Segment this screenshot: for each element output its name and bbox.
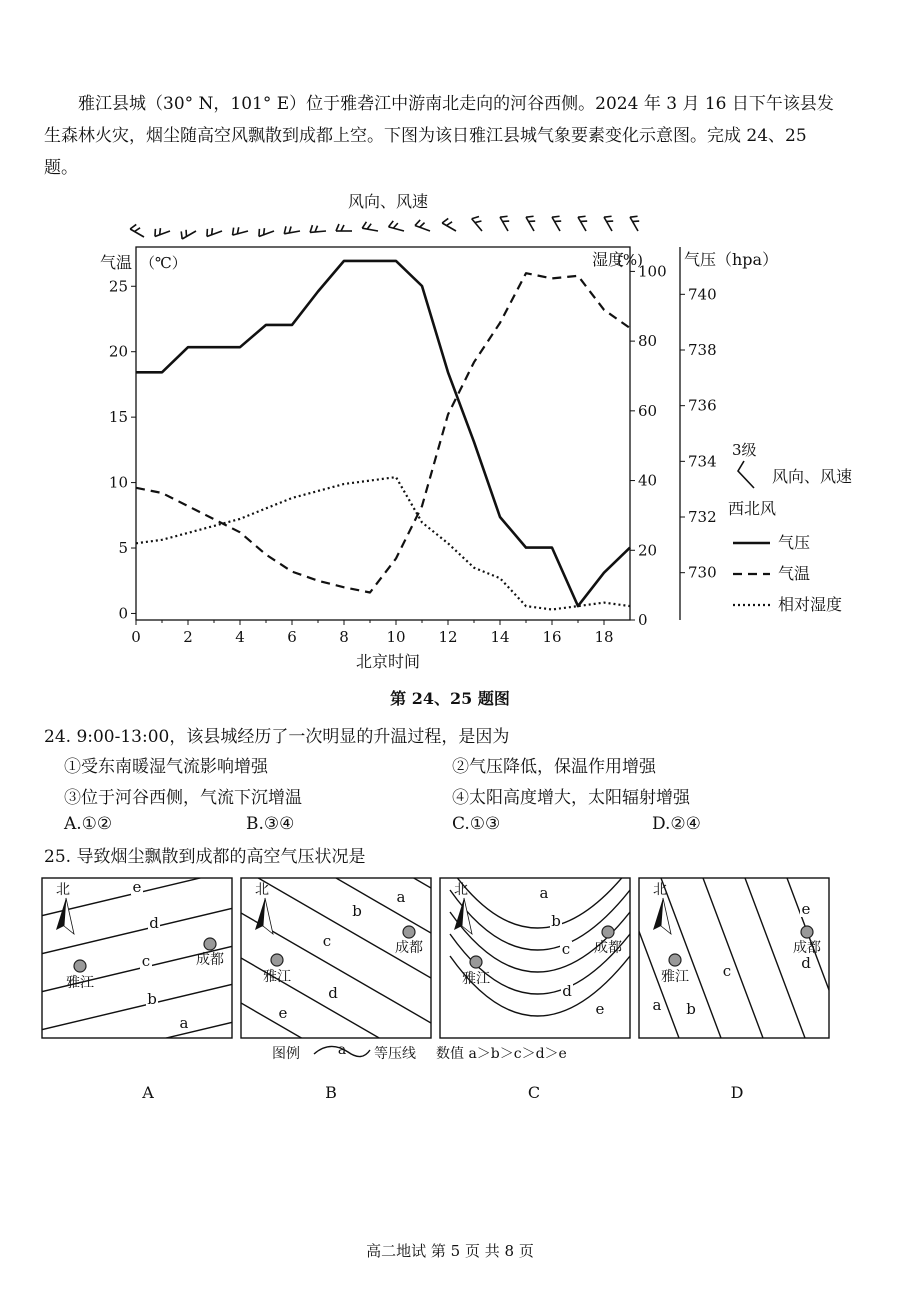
legend-label: 气温 <box>778 564 811 583</box>
x-tick-label: 0 <box>131 628 141 646</box>
x-tick-label: 10 <box>386 628 406 646</box>
barb-shaft <box>500 217 508 231</box>
north-arrow-light <box>661 898 671 934</box>
wind-barb <box>472 217 482 231</box>
isobar-label: c <box>561 940 571 958</box>
isobar-label: e <box>595 1000 605 1018</box>
isobar-label: d <box>149 914 159 932</box>
q24-choice-c[interactable]: C.①③ <box>452 814 501 834</box>
map-letter-b: B <box>325 1083 337 1102</box>
barb-feather <box>367 224 371 229</box>
x-tick-label: 4 <box>235 628 245 646</box>
barb-feather <box>284 226 286 233</box>
isobar-lines <box>32 868 242 1070</box>
series-line-humidity <box>136 477 630 609</box>
barb-feather <box>446 222 452 226</box>
wind-barb <box>284 226 300 233</box>
barb-feather <box>475 221 482 223</box>
figure-caption: 第 24、25 题图 <box>390 689 510 708</box>
isobar-line <box>32 1020 242 1070</box>
wind-barb <box>155 228 170 236</box>
q24-option-4: ④太阳高度增大，太阳辐射增强 <box>452 788 690 808</box>
wind-barb <box>500 216 509 231</box>
x-tick-label: 12 <box>438 628 458 646</box>
pressure-tick-label: 734 <box>688 452 717 471</box>
series-line-pressure <box>136 261 630 606</box>
barb-feather <box>442 218 448 223</box>
barb-shaft <box>362 228 378 231</box>
barb-shaft <box>284 231 300 234</box>
wind-barb <box>233 227 248 235</box>
page-footer: 高二地试 第 5 页 共 8 页 <box>366 1242 534 1260</box>
chengdu-marker <box>204 938 216 950</box>
legend-label: 气压 <box>778 533 811 552</box>
wind-barb <box>181 230 196 239</box>
series-line-temperature <box>136 273 630 592</box>
isobar-maps <box>0 868 900 1108</box>
q24-choice-a[interactable]: A.①② <box>64 814 113 834</box>
isobar-label: b <box>551 912 561 930</box>
legend-barb-level: 3级 <box>732 441 757 459</box>
q24-option-2: ②气压降低，保温作用增强 <box>452 757 656 777</box>
humidity-tick-label: 20 <box>638 541 658 560</box>
yajiang-label: 雅江 <box>462 971 490 987</box>
barb-feather <box>130 224 136 229</box>
barb-feather <box>420 223 425 228</box>
isobar-label: b <box>352 902 362 920</box>
north-label: 北 <box>653 882 667 898</box>
humidity-tick-label: 80 <box>638 332 658 351</box>
q25-stem: 25. 导致烟尘飘散到成都的高空气压状况是 <box>44 847 366 867</box>
humidity-tick-label: 40 <box>638 471 658 490</box>
isobar-label: c <box>722 962 732 980</box>
isobar-label: c <box>322 932 332 950</box>
wind-barb <box>389 221 404 231</box>
q24-choice-d[interactable]: D.②④ <box>652 814 701 834</box>
isobar-label: e <box>801 900 811 918</box>
chengdu-marker <box>602 926 614 938</box>
barb-shaft <box>552 217 560 231</box>
q24-option-1: ①受东南暖湿气流影响增强 <box>64 757 268 777</box>
north-arrow-light <box>263 898 273 934</box>
chengdu-marker <box>403 926 415 938</box>
wind-barb <box>130 224 144 237</box>
q24-stem: 24. 9:00-13:00，该县城经历了一次明显的升温过程，是因为 <box>44 727 510 747</box>
barb-feather <box>389 221 394 227</box>
isobar-line <box>829 878 889 1038</box>
wind-barb <box>415 220 430 231</box>
barb-shaft <box>630 217 638 231</box>
north-label: 北 <box>56 882 70 898</box>
isobar-label: a <box>652 996 662 1014</box>
barb-shaft <box>389 227 404 231</box>
pressure-tick-label: 736 <box>688 396 717 415</box>
barb-feather <box>552 216 560 217</box>
temp-tick-label: 10 <box>108 473 128 492</box>
barb-shaft <box>182 231 196 239</box>
barb-feather <box>415 220 420 226</box>
intro-paragraph <box>44 88 844 184</box>
yajiang-label: 雅江 <box>661 969 689 985</box>
yajiang-marker <box>74 960 86 972</box>
barb-feather <box>212 228 213 235</box>
humidity-axis-unit: (%) <box>617 251 643 269</box>
legend-barb-icon <box>738 461 754 488</box>
map-letter-a: A <box>142 1083 154 1102</box>
barb-feather <box>134 228 140 232</box>
temp-axis-unit: （℃） <box>140 254 187 272</box>
temp-tick-label: 5 <box>118 539 128 558</box>
pressure-tick-label: 732 <box>688 508 717 527</box>
isobar-lines <box>619 878 889 1038</box>
barb-feather <box>526 216 534 217</box>
map-letter-d: D <box>730 1083 744 1102</box>
wind-barb <box>578 216 587 231</box>
barb-shaft <box>233 231 248 235</box>
x-tick-label: 14 <box>490 628 510 646</box>
barb-shaft <box>415 226 430 231</box>
temp-tick-label: 20 <box>108 342 128 361</box>
wind-barb <box>362 222 378 231</box>
isobar-label: a <box>539 884 549 902</box>
yajiang-label: 雅江 <box>263 969 291 985</box>
pressure-tick-label: 740 <box>688 285 717 304</box>
isobar-label: b <box>686 1000 696 1018</box>
temp-tick-label: 0 <box>118 604 128 623</box>
barb-feather <box>578 216 586 217</box>
barb-shaft <box>310 231 326 232</box>
pressure-tick-label: 738 <box>688 340 717 359</box>
humidity-tick-label: 0 <box>638 611 648 629</box>
x-axis-label: 北京时间 <box>355 652 421 671</box>
x-tick-label: 6 <box>287 628 297 646</box>
wind-barb <box>442 218 456 231</box>
chengdu-label: 成都 <box>196 952 224 968</box>
temp-tick-label: 25 <box>108 277 128 296</box>
weather-chart <box>0 185 900 685</box>
legend-barb-direction: 西北风 <box>728 499 777 518</box>
map-panel-c <box>440 868 630 1038</box>
barb-feather <box>630 216 638 217</box>
isobar-label: d <box>801 954 811 972</box>
barb-feather <box>341 225 344 231</box>
humidity-axis-label: 湿度 <box>592 250 625 269</box>
chengdu-label: 成都 <box>594 940 622 956</box>
chengdu-label: 成都 <box>793 940 821 956</box>
wind-barb <box>552 216 561 231</box>
isobar-label: b <box>147 990 157 1008</box>
humidity-tick-label: 100 <box>638 262 667 281</box>
isobar-line <box>32 982 242 1032</box>
isobar-label: d <box>328 984 338 1002</box>
map-letter-c: C <box>527 1083 541 1102</box>
north-label: 北 <box>255 882 269 898</box>
humidity-tick-label: 60 <box>638 401 658 420</box>
barb-feather <box>310 225 312 232</box>
isobar-label: e <box>132 878 142 896</box>
isobar-label: a <box>396 888 406 906</box>
isobar-label: d <box>562 982 572 1000</box>
barb-shaft <box>207 231 222 236</box>
chengdu-label: 成都 <box>395 940 423 956</box>
barb-shaft <box>526 217 534 231</box>
plot-frame <box>136 247 630 620</box>
north-arrow-icon <box>454 882 472 934</box>
yajiang-label: 雅江 <box>66 975 94 991</box>
maps-legend-prefix: 图例 <box>272 1046 300 1062</box>
barb-feather <box>362 222 366 228</box>
wind-barb <box>310 225 326 232</box>
pressure-tick-label: 730 <box>688 563 717 582</box>
x-tick-label: 8 <box>339 628 349 646</box>
yajiang-marker <box>669 954 681 966</box>
north-arrow-icon <box>653 882 671 934</box>
isobar-label: a <box>179 1014 189 1032</box>
wind-barb <box>526 216 535 231</box>
x-tick-label: 2 <box>183 628 193 646</box>
intro-text: 雅江县城（30° N，101° E）位于雅砻江中游南北走向的河谷西侧。2024 年 3 月 16 日下午该县发生森林火灾，烟尘随高空风飘散到成都上空。下图为该日雅江县城气象要素变化示意图。完成 24、25 题。 <box>44 94 834 178</box>
maps-legend-values: 数值 a＞b＞c＞d＞e <box>436 1046 567 1062</box>
wind-barb <box>604 216 613 231</box>
temp-axis-label: 气温 <box>100 253 133 272</box>
barb-feather <box>264 228 265 235</box>
map-panel-b <box>241 868 431 1108</box>
barb-feather <box>393 223 397 228</box>
chengdu-marker <box>801 926 813 938</box>
north-arrow-icon <box>255 882 273 934</box>
legend-label: 相对湿度 <box>778 595 843 614</box>
maps-legend-name: 等压线 <box>374 1046 416 1062</box>
wind-barb <box>336 224 352 231</box>
isobar-label: e <box>278 1004 288 1022</box>
map-panel-a <box>32 868 242 1070</box>
pressure-axis-label: 气压（hpa） <box>684 250 779 269</box>
barb-feather <box>233 228 234 236</box>
barb-shaft <box>259 231 274 236</box>
q24-choice-b[interactable]: B.③④ <box>246 814 295 834</box>
legend-barb-stroke <box>738 461 754 488</box>
barb-feather <box>500 216 508 217</box>
barb-shaft <box>578 217 586 231</box>
north-label: 北 <box>454 882 468 898</box>
isobar-label: c <box>141 952 151 970</box>
x-tick-label: 16 <box>542 628 562 646</box>
wind-barb <box>259 228 274 236</box>
barb-shaft <box>604 217 612 231</box>
maps-legend-symbol: a <box>337 1042 347 1058</box>
barb-feather <box>472 217 479 219</box>
chart-title: 风向、风速 <box>347 192 429 211</box>
barb-feather <box>336 224 339 231</box>
barb-feather <box>181 231 182 239</box>
barb-feather <box>604 216 612 217</box>
north-arrow-light <box>64 898 74 934</box>
wind-barb <box>630 216 639 231</box>
yajiang-marker <box>271 954 283 966</box>
legend-barb-name: 风向、风速 <box>772 467 853 486</box>
q24-option-3: ③位于河谷西侧，气流下沉增温 <box>64 788 302 808</box>
barb-feather <box>160 228 161 235</box>
wind-barb <box>207 228 222 236</box>
x-tick-label: 18 <box>594 628 614 646</box>
yajiang-marker <box>470 956 482 968</box>
barb-shaft <box>155 231 170 236</box>
map-panel-d <box>619 878 889 1038</box>
temp-tick-label: 15 <box>108 408 128 427</box>
